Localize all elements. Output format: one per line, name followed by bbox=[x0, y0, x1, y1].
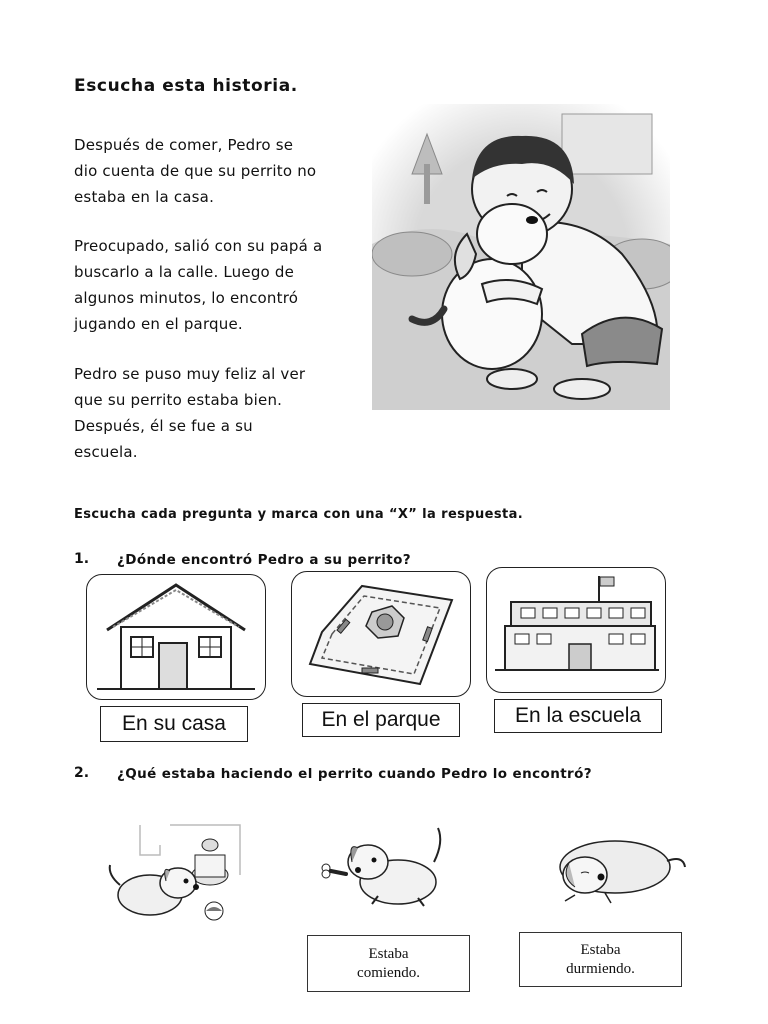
boy-hugging-dog-illustration bbox=[372, 104, 670, 410]
question-2-text: ¿Qué estaba haciendo el perrito cuando Pedro lo encontró? bbox=[117, 766, 593, 782]
option-line: comiendo. bbox=[357, 964, 420, 981]
option-line: Estaba bbox=[368, 945, 409, 962]
question-1-text: ¿Dónde encontró Pedro a su perrito? bbox=[117, 552, 412, 568]
story-line: dio cuenta de que su perrito no bbox=[74, 162, 317, 180]
story-paragraph-2 bbox=[74, 233, 374, 337]
option-en-el-parque[interactable]: En el parque bbox=[302, 703, 460, 737]
story-line: jugando en el parque. bbox=[74, 315, 243, 333]
option-en-su-casa[interactable]: En su casa bbox=[100, 706, 248, 742]
story-line: buscarlo a la calle. Luego de bbox=[74, 263, 295, 281]
house-picture bbox=[86, 574, 266, 700]
story-line: estaba en la casa. bbox=[74, 188, 215, 206]
sleeping-dog-illustration bbox=[535, 825, 690, 910]
option-estaba-comiendo[interactable] bbox=[307, 935, 470, 992]
option-line: durmiendo. bbox=[566, 960, 635, 977]
question-1-number: 1. bbox=[74, 551, 90, 567]
dog-drinking-illustration bbox=[100, 815, 245, 930]
story-line: que su perrito estaba bien. bbox=[74, 391, 283, 409]
option-en-la-escuela[interactable]: En la escuela bbox=[494, 699, 662, 733]
story-line: escuela. bbox=[74, 443, 138, 461]
story-line: Preocupado, salió con su papá a bbox=[74, 237, 323, 255]
story-paragraph-1 bbox=[74, 132, 374, 210]
story-paragraph-3 bbox=[74, 361, 374, 465]
question-2-number: 2. bbox=[74, 765, 90, 781]
story-line: Después, él se fue a su bbox=[74, 417, 253, 435]
option-line: Estaba bbox=[580, 941, 621, 958]
instructions: Escucha cada pregunta y marca con una “X” la respuesta. bbox=[74, 507, 524, 522]
story-title: Escucha esta historia. bbox=[74, 76, 298, 96]
story-line: Pedro se puso muy feliz al ver bbox=[74, 365, 306, 383]
option-estaba-durmiendo[interactable] bbox=[519, 932, 682, 987]
story-line: Después de comer, Pedro se bbox=[74, 136, 294, 154]
dog-with-bone-illustration bbox=[318, 822, 463, 917]
school-picture bbox=[486, 567, 666, 693]
park-picture bbox=[291, 571, 471, 697]
story-line: algunos minutos, lo encontró bbox=[74, 289, 299, 307]
